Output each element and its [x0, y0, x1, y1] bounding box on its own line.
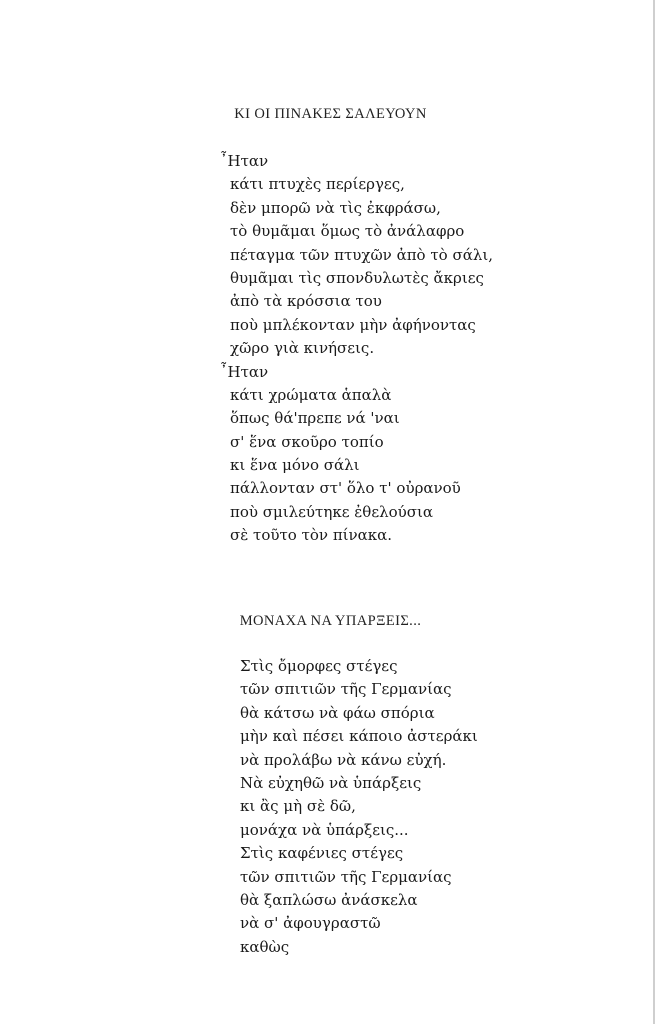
poem-line: σ' ἕνα σκοῦρο τοπίο [230, 432, 384, 451]
poem-line: ποὺ σμιλεύτηκε ἐθελούσια [230, 502, 433, 521]
poem-line: κι ἕνα μόνο σάλι [230, 456, 360, 475]
poem-line: Στὶς καφένιες στέγες [240, 844, 404, 863]
poem-line: ἀπὸ τὰ κρόσσια του [230, 292, 382, 311]
poem-line: θὰ κάτσω νὰ φάω σπόρια [240, 703, 435, 722]
poem-title: ΜΟΝΑΧΑ ΝΑ ΥΠΑΡΞΕΙΣ... [239, 613, 422, 629]
page-edge-shadow [653, 0, 655, 1024]
poem-line: τῶν σπιτιῶν τῆς Γερμανίας [240, 680, 452, 699]
poem-body [220, 150, 493, 548]
poem-line: δὲν μπορῶ νὰ τὶς ἐκφράσω, [230, 198, 441, 217]
poem-line: ῏Ηταν [220, 152, 269, 170]
poem-line: σὲ τοῦτο τὸν πίνακα. [230, 526, 393, 545]
poem-line: πάλλονταν στ' ὅλο τ' οὐρανοῦ [230, 479, 461, 498]
poem-line: τὸ θυμᾶμαι ὅμως τὸ ἀνάλαφρο [230, 222, 465, 241]
poem-line: καθὼς [240, 937, 290, 956]
poem-line: κάτι χρώματα ἁπαλὰ [230, 385, 392, 404]
poem-body [240, 655, 478, 959]
poem-line: νὰ σ' ἀφουγραστῶ [240, 914, 381, 933]
poem-line: θὰ ξαπλώσω ἀνάσκελα [240, 890, 418, 909]
poem-line: Νὰ εὐχηθῶ νὰ ὑπάρξεις [240, 773, 422, 792]
poem-line: νὰ προλάβω νὰ κάνω εὐχή. [240, 750, 447, 769]
poem-line: ὅπως θά'πρεπε νά 'ναι [230, 409, 400, 428]
poem-line: μονάχα νὰ ὑπάρξεις... [240, 820, 409, 839]
poem-line: πέταγμα τῶν πτυχῶν ἀπὸ τὸ σάλι, [230, 245, 493, 264]
poem-line: χῶρο γιὰ κινήσεις. [230, 339, 375, 358]
poem-line: ποὺ μπλέκονταν μὴν ἀφήνοντας [230, 315, 476, 334]
poem-line: τῶν σπιτιῶν τῆς Γερμανίας [240, 867, 452, 886]
poem-line: κι ἂς μὴ σὲ δῶ, [240, 797, 356, 816]
poem-title: ΚΙ ΟΙ ΠΙΝΑΚΕΣ ΣΑΛΕΥΟΥΝ [234, 106, 427, 122]
poem-line: μὴν καὶ πέσει κάποιο ἀστεράκι [240, 727, 478, 746]
poem-line: ῏Ηταν [220, 362, 269, 381]
poem-line: κάτι πτυχὲς περίεργες, [230, 175, 405, 194]
poem-line: θυμᾶμαι τὶς σπονδυλωτὲς ἄκριες [230, 268, 484, 287]
poem-line: Στὶς ὄμορφες στέγες [240, 657, 398, 675]
